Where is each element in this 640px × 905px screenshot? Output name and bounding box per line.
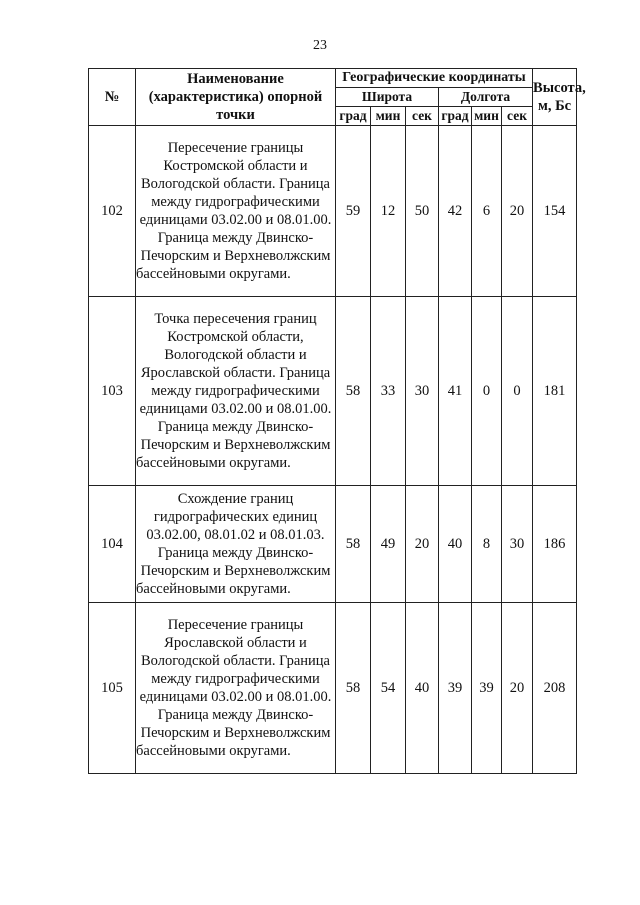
point-description: Пересечение границы Ярославской области и Вологодской области. Граница между гидрографическими единицами 03.02.00 и 08.01.00. Граница между Двинско-Печорским и Верхневолжским бассейновыми округами. (136, 603, 336, 774)
table-row (89, 603, 577, 774)
header-geo-coordinates: Географические координаты (336, 69, 533, 88)
point-number: 102 (89, 126, 136, 297)
point-description: Схождение границ гидрографических единиц 03.02.00, 08.01.02 и 08.01.03. Граница между Двинско-Печорским и Верхневолжским бассейновыми округами. (136, 486, 336, 603)
header-height: Высота, м, Бс (533, 69, 577, 126)
lat-deg: 58 (336, 603, 371, 774)
header-lat-min: мин (371, 107, 406, 126)
header-lon-min: мин (472, 107, 502, 126)
table-row (89, 126, 577, 297)
header-lat-deg: град (336, 107, 371, 126)
point-description: Точка пересечения границ Костромской области, Вологодской области и Ярославской области. Граница между гидрографическими единицами 03.02.00 и 08.01.00. Граница между Двинско-Печорским и Верхневолжским бассейновыми округами. (136, 297, 336, 486)
lat-deg: 59 (336, 126, 371, 297)
lat-min: 49 (371, 486, 406, 603)
point-number: 105 (89, 603, 136, 774)
header-name: Наименование (характеристика) опорной точки (136, 69, 336, 126)
lon-sec: 20 (502, 126, 533, 297)
height-value: 186 (533, 486, 577, 603)
header-number: № (89, 69, 136, 126)
lat-deg: 58 (336, 486, 371, 603)
header-latitude: Широта (336, 88, 439, 107)
point-description: Пересечение границы Костромской области и Вологодской области. Граница между гидрографическими единицами 03.02.00 и 08.01.00. Граница между Двинско-Печорским и Верхневолжским бассейновыми округами. (136, 126, 336, 297)
reference-points-table (88, 68, 586, 774)
page-number: 23 (313, 38, 327, 53)
table-row (89, 486, 577, 603)
lat-min: 12 (371, 126, 406, 297)
header-lon-sec: сек (502, 107, 533, 126)
lat-sec: 40 (406, 603, 439, 774)
lon-min: 0 (472, 297, 502, 486)
header-lon-deg: град (439, 107, 472, 126)
point-number: 103 (89, 297, 136, 486)
height-value: 208 (533, 603, 577, 774)
lat-deg: 58 (336, 297, 371, 486)
lon-deg: 39 (439, 603, 472, 774)
lon-deg: 42 (439, 126, 472, 297)
lon-sec: 0 (502, 297, 533, 486)
lon-sec: 20 (502, 603, 533, 774)
lat-sec: 50 (406, 126, 439, 297)
header-longitude: Долгота (439, 88, 533, 107)
header-row-1 (89, 69, 577, 88)
lat-min: 54 (371, 603, 406, 774)
lon-deg: 41 (439, 297, 472, 486)
lon-min: 6 (472, 126, 502, 297)
lon-deg: 40 (439, 486, 472, 603)
height-value: 154 (533, 126, 577, 297)
point-number: 104 (89, 486, 136, 603)
header-lat-sec: сек (406, 107, 439, 126)
lat-sec: 30 (406, 297, 439, 486)
height-value: 181 (533, 297, 577, 486)
lon-sec: 30 (502, 486, 533, 603)
lon-min: 39 (472, 603, 502, 774)
lon-min: 8 (472, 486, 502, 603)
table-row (89, 297, 577, 486)
lat-min: 33 (371, 297, 406, 486)
lat-sec: 20 (406, 486, 439, 603)
